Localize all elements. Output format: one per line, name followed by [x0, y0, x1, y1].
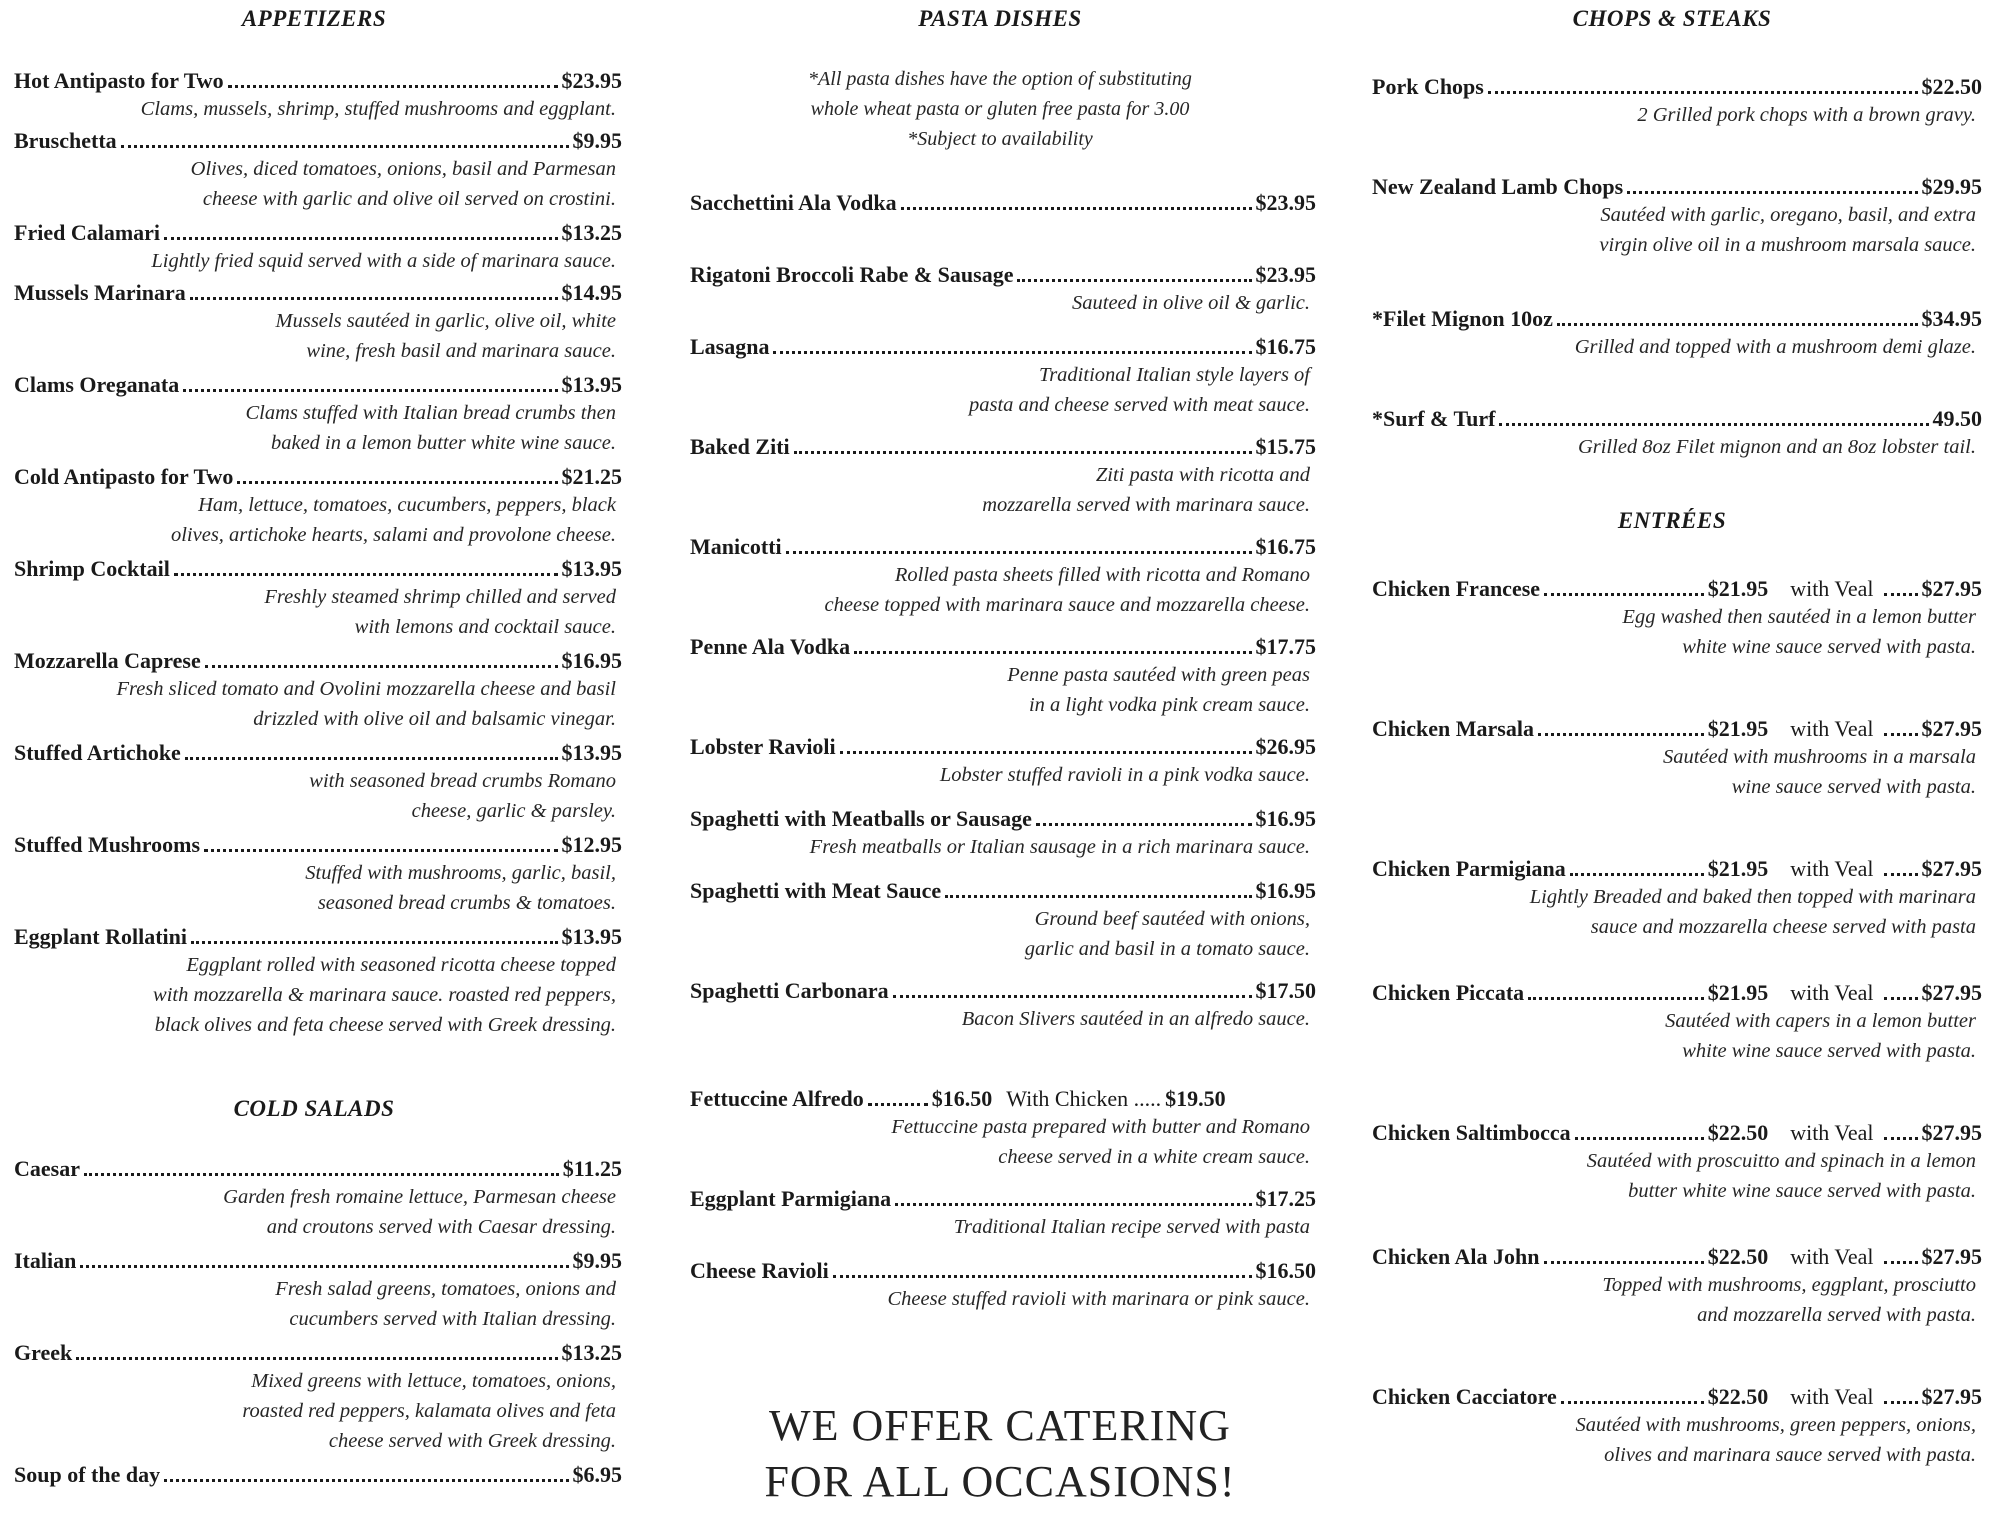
dot-leader	[191, 941, 558, 944]
with-chicken-label: With Chicken .....	[1006, 1086, 1162, 1111]
menu-item-price: $17.75	[1255, 634, 1316, 659]
menu-item-name: Chicken Piccata	[1372, 980, 1525, 1005]
menu-item	[690, 878, 1316, 964]
menu-item-description: Stuffed with mushrooms, garlic, basil, seasoned bread crumbs & tomatoes.	[305, 862, 616, 914]
menu-item-name: Greek	[14, 1340, 73, 1365]
dot-leader	[1528, 997, 1704, 1000]
menu-item-description: Eggplant rolled with seasoned ricotta cheese topped with mozzarella & marinara sauce. roasted red peppers, black olives and feta cheese served with Greek dressing.	[153, 954, 616, 1036]
menu-item-price: $26.95	[1255, 734, 1316, 759]
menu-item-row	[14, 372, 622, 398]
menu-item-row	[1372, 174, 1982, 200]
entrees-heading: ENTRÉES	[1617, 508, 1727, 533]
with-chicken-price: $19.50	[1165, 1086, 1226, 1111]
menu-item	[14, 464, 622, 550]
menu-item	[690, 434, 1316, 520]
menu-item	[1372, 306, 1982, 362]
menu-item-name: Sacchettini Ala Vodka	[690, 190, 897, 215]
menu-item-row	[1372, 306, 1982, 332]
menu-item	[1372, 576, 1982, 662]
pasta-substitution-note: *All pasta dishes have the option of substituting whole wheat pasta or gluten free pasta for 3.00 *Subject to availability	[808, 68, 1192, 150]
menu-item-name: Chicken Parmigiana	[1372, 856, 1566, 881]
dot-leader	[204, 849, 557, 852]
menu-item-price: $16.95	[1255, 878, 1316, 903]
menu-item-row	[690, 806, 1316, 832]
menu-item-row	[690, 1186, 1316, 1212]
menu-item-price: $14.95	[561, 280, 622, 305]
menu-item-price: $23.95	[561, 68, 622, 93]
menu-item-row	[1372, 856, 1982, 882]
menu-item-row	[1372, 1244, 1982, 1270]
menu-item-price: $22.50	[1707, 1120, 1769, 1145]
menu-item-row	[14, 464, 622, 490]
menu-item-name: Penne Ala Vodka	[690, 634, 851, 659]
menu-item-row	[1372, 74, 1982, 100]
menu-item-name: Bruschetta	[14, 128, 117, 153]
dot-leader	[237, 481, 557, 484]
menu-item-price: $16.50	[1255, 1258, 1316, 1283]
menu-item	[690, 534, 1316, 620]
with-veal-label: with Veal	[1790, 576, 1874, 601]
menu-item-row	[1372, 716, 1982, 742]
dot-leader	[1561, 1401, 1704, 1404]
veal-price: $27.95	[1921, 1244, 1982, 1269]
menu-item-price: $23.95	[1255, 190, 1316, 215]
menu-item	[1372, 1120, 1982, 1206]
menu-item	[1372, 1244, 1982, 1330]
menu-item	[14, 280, 622, 366]
menu-item-price: $21.25	[561, 464, 622, 489]
menu-item-price: $13.95	[561, 556, 622, 581]
dot-leader	[1884, 873, 1918, 876]
menu-item-name: Eggplant Rollatini	[14, 924, 187, 949]
dot-leader	[868, 1103, 928, 1106]
menu-item	[1372, 1384, 1982, 1470]
veal-price: $27.95	[1921, 1384, 1982, 1409]
dot-leader	[185, 757, 558, 760]
menu-item-row	[14, 280, 622, 306]
menu-item-description: Mixed greens with lettuce, tomatoes, onions, roasted red peppers, kalamata olives and feta cheese served with Greek dressing.	[242, 1370, 616, 1452]
with-veal-label: with Veal	[1790, 1244, 1874, 1269]
veal-price: $27.95	[1921, 980, 1982, 1005]
menu-item-row	[14, 1462, 622, 1488]
menu-item-price: $13.95	[561, 924, 622, 949]
menu-item-row	[14, 740, 622, 766]
veal-price: $27.95	[1921, 1120, 1982, 1145]
menu-item	[1372, 856, 1982, 942]
menu-item	[690, 634, 1316, 720]
dot-leader	[1884, 997, 1918, 1000]
menu-item-row	[690, 1258, 1316, 1284]
dot-leader	[1575, 1137, 1704, 1140]
appetizers-heading: APPETIZERS	[241, 6, 387, 31]
menu-item-name: Stuffed Mushrooms	[14, 832, 201, 857]
menu-item-row	[690, 1086, 1316, 1112]
dot-leader	[80, 1265, 568, 1268]
menu-item	[690, 334, 1316, 420]
veal-price: $27.95	[1921, 856, 1982, 881]
menu-item-name: Fried Calamari	[14, 220, 161, 245]
dot-leader	[893, 995, 1252, 998]
menu-item-price: $16.95	[1255, 806, 1316, 831]
menu-item-price: $9.95	[572, 1248, 622, 1273]
menu-item-row	[690, 334, 1316, 360]
dot-leader	[854, 651, 1251, 654]
menu-item-description: Traditional Italian style layers of pasta and cheese served with meat sauce.	[968, 364, 1310, 416]
menu-item	[690, 262, 1316, 318]
menu-item	[690, 1186, 1316, 1242]
menu-item-price: $11.25	[562, 1156, 622, 1181]
menu-item	[14, 372, 622, 458]
menu-item-description: Rolled pasta sheets filled with ricotta and Romano cheese topped with marinara sauce and mozzarella cheese.	[824, 564, 1310, 616]
menu-item	[14, 1340, 622, 1456]
menu-item-description: Ground beef sautéed with onions, garlic and basil in a tomato sauce.	[1024, 908, 1310, 960]
menu-item-name: Chicken Cacciatore	[1372, 1384, 1557, 1409]
menu-item-description: Egg washed then sautéed in a lemon butter white wine sauce served with pasta.	[1622, 606, 1976, 658]
dot-leader	[1570, 873, 1704, 876]
dot-leader	[228, 85, 558, 88]
with-veal-label: with Veal	[1790, 1384, 1874, 1409]
menu-item	[14, 1156, 622, 1242]
menu-item-price: $21.95	[1707, 716, 1769, 741]
menu-item-description: Sautéed with mushrooms, green peppers, onions, olives and marinara sauce served with pasta.	[1575, 1414, 1976, 1466]
dot-leader	[183, 389, 557, 392]
dot-leader	[1627, 191, 1917, 194]
menu-item-name: Shrimp Cocktail	[14, 556, 170, 581]
menu-item-description: Fresh meatballs or Italian sausage in a rich marinara sauce.	[809, 836, 1310, 858]
menu-item-description: Fresh sliced tomato and Ovolini mozzarella cheese and basil drizzled with olive oil and balsamic vinegar.	[116, 678, 616, 730]
dot-leader	[1884, 1401, 1918, 1404]
menu-item-description: Fresh salad greens, tomatoes, onions and cucumbers served with Italian dressing.	[275, 1278, 616, 1330]
menu-item-name: Spaghetti with Meatballs or Sausage	[690, 806, 1032, 831]
menu-item-row	[1372, 1120, 1982, 1146]
menu-item-row	[14, 556, 622, 582]
dot-leader	[833, 1275, 1252, 1278]
menu-item-description: 2 Grilled pork chops with a brown gravy.	[1637, 104, 1976, 126]
menu-item-name: Rigatoni Broccoli Rabe & Sausage	[690, 262, 1014, 287]
menu-item-price: $15.75	[1255, 434, 1316, 459]
menu-item-description: Ham, lettuce, tomatoes, cucumbers, peppers, black olives, artichoke hearts, salami and provolone cheese.	[170, 494, 616, 546]
dot-leader	[895, 1203, 1251, 1206]
menu-item-price: $21.95	[1707, 980, 1769, 1005]
menu-item-description: Clams, mussels, shrimp, stuffed mushrooms and eggplant.	[140, 98, 616, 120]
dot-leader	[1884, 1137, 1918, 1140]
dot-leader	[945, 895, 1251, 898]
dot-leader	[1538, 733, 1704, 736]
menu-item-row	[14, 924, 622, 950]
menu-item-row	[690, 534, 1316, 560]
dot-leader	[205, 665, 558, 668]
menu-item-row	[690, 878, 1316, 904]
menu-item-price: $13.25	[561, 220, 622, 245]
menu-item-row	[14, 648, 622, 674]
menu-item-name: Spaghetti Carbonara	[690, 978, 889, 1003]
menu-item-description: Sauteed in olive oil & garlic.	[1072, 292, 1310, 314]
menu-item	[14, 832, 622, 918]
menu-item-description: Bacon Slivers sautéed in an alfredo sauce.	[961, 1008, 1310, 1030]
menu-item-row	[14, 1340, 622, 1366]
menu-item-name: Chicken Ala John	[1372, 1244, 1540, 1269]
menu-item-price: $22.50	[1707, 1244, 1769, 1269]
menu-item	[690, 1258, 1316, 1314]
menu-item-price: $34.95	[1921, 306, 1982, 331]
menu-item-price: $21.95	[1707, 576, 1769, 601]
menu-item-row	[14, 832, 622, 858]
menu-item-name: Eggplant Parmigiana	[690, 1186, 892, 1211]
menu-item	[1372, 174, 1982, 260]
dot-leader	[1488, 91, 1918, 94]
menu-item-description: Sautéed with mushrooms in a marsala wine sauce served with pasta.	[1662, 746, 1976, 798]
menu-item	[690, 190, 1316, 216]
dot-leader	[840, 751, 1252, 754]
dot-leader	[1884, 593, 1918, 596]
menu-item	[1372, 980, 1982, 1066]
menu-item-row	[690, 734, 1316, 760]
menu-item-name: Cold Antipasto for Two	[14, 464, 234, 489]
menu-item	[1372, 74, 1982, 130]
menu-item-row	[14, 220, 622, 246]
menu-item-description: Clams stuffed with Italian bread crumbs then baked in a lemon butter white wine sauce.	[245, 402, 616, 454]
dot-leader	[901, 207, 1252, 210]
menu-item	[1372, 406, 1982, 462]
menu-item-name: Soup of the day	[14, 1462, 161, 1487]
menu-item-price: $29.95	[1921, 174, 1982, 199]
menu-item-name: Chicken Francese	[1372, 576, 1541, 601]
menu-item	[690, 806, 1316, 862]
veal-price: $27.95	[1921, 716, 1982, 741]
menu-item	[14, 648, 622, 734]
menu-item-description: Traditional Italian recipe served with pasta	[953, 1216, 1310, 1238]
menu-item-price: $12.95	[561, 832, 622, 857]
dot-leader	[1499, 423, 1928, 426]
menu-item-row	[690, 434, 1316, 460]
menu-item-row	[690, 190, 1316, 216]
menu-item	[14, 68, 622, 124]
menu-item-description: Topped with mushrooms, eggplant, prosciutto and mozzarella served with pasta.	[1602, 1274, 1976, 1326]
menu-item-price: $17.25	[1255, 1186, 1316, 1211]
menu-item-name: Cheese Ravioli	[690, 1258, 829, 1283]
with-veal-label: with Veal	[1790, 1120, 1874, 1145]
menu-item-description: Grilled 8oz Filet mignon and an 8oz lobster tail.	[1577, 436, 1976, 458]
menu-item-description: Sautéed with capers in a lemon butter white wine sauce served with pasta.	[1665, 1010, 1976, 1062]
dot-leader	[84, 1173, 559, 1176]
menu-item-description: Freshly steamed shrimp chilled and served with lemons and cocktail sauce.	[264, 586, 616, 638]
dot-leader	[794, 451, 1252, 454]
dot-leader	[1884, 733, 1918, 736]
menu-item-row	[1372, 406, 1982, 432]
dot-leader	[1544, 593, 1704, 596]
menu-item-row	[14, 1156, 622, 1182]
catering-banner: WE OFFER CATERING FOR ALL OCCASIONS!	[764, 1401, 1236, 1506]
menu-item-name: Stuffed Artichoke	[14, 740, 181, 765]
menu-item-price: $9.95	[572, 128, 622, 153]
menu-item-row	[14, 68, 622, 94]
dot-leader	[786, 551, 1252, 554]
menu-item-name: *Surf & Turf	[1372, 406, 1496, 431]
menu-item-price: $13.95	[561, 372, 622, 397]
menu-item	[14, 740, 622, 826]
with-veal-label: with Veal	[1790, 716, 1874, 741]
menu-item	[14, 556, 622, 642]
menu-item-name: Lasagna	[690, 334, 770, 359]
menu-item-name: Manicotti	[690, 534, 782, 559]
menu-item-name: Clams Oreganata	[14, 372, 180, 397]
dot-leader	[190, 297, 558, 300]
menu-item-description: Cheese stuffed ravioli with marinara or pink sauce.	[887, 1288, 1310, 1310]
dot-leader	[1884, 1261, 1918, 1264]
menu-item-description: Lobster stuffed ravioli in a pink vodka sauce.	[939, 764, 1310, 786]
menu-item	[690, 1086, 1316, 1172]
dot-leader	[174, 573, 558, 576]
menu-item-price: $22.50	[1707, 1384, 1769, 1409]
menu-item	[1372, 716, 1982, 802]
menu-item-row	[1372, 1384, 1982, 1410]
chops-heading: CHOPS & STEAKS	[1572, 6, 1772, 31]
menu-item	[14, 924, 622, 1040]
menu-item-name: Mozzarella Caprese	[14, 648, 201, 673]
with-veal-label: with Veal	[1790, 980, 1874, 1005]
menu-item	[690, 978, 1316, 1034]
cold-salads-heading: COLD SALADS	[233, 1096, 395, 1121]
dot-leader	[1036, 823, 1252, 826]
menu-item-row	[14, 1248, 622, 1274]
dot-leader	[1557, 323, 1918, 326]
menu-item-name: Spaghetti with Meat Sauce	[690, 878, 942, 903]
menu-item-name: Pork Chops	[1372, 74, 1484, 99]
pasta-heading: PASTA DISHES	[918, 6, 1082, 31]
menu-item	[690, 734, 1316, 790]
menu-item-name: Fettuccine Alfredo	[690, 1086, 864, 1111]
menu-item-price: $17.50	[1255, 978, 1316, 1003]
menu-item-description: Ziti pasta with ricotta and mozzarella served with marinara sauce.	[982, 464, 1310, 516]
dot-leader	[1017, 279, 1251, 282]
menu-item-price: $13.95	[561, 740, 622, 765]
menu-item-price: $16.50	[931, 1086, 993, 1111]
menu-item-row	[690, 634, 1316, 660]
dot-leader	[1544, 1261, 1704, 1264]
menu-item-price: $22.50	[1921, 74, 1982, 99]
menu-item-name: Hot Antipasto for Two	[14, 68, 224, 93]
dot-leader	[773, 351, 1251, 354]
menu-item-name: Italian	[14, 1248, 77, 1273]
menu-item	[14, 220, 622, 276]
menu-item-description: Sautéed with proscuitto and spinach in a lemon butter white wine sauce served with pasta.	[1586, 1150, 1976, 1202]
menu-item-row	[690, 978, 1316, 1004]
menu-item-name: Chicken Marsala	[1372, 716, 1534, 741]
dot-leader	[164, 237, 557, 240]
menu-item	[14, 128, 622, 214]
menu-item-row	[690, 262, 1316, 288]
menu-item	[14, 1248, 622, 1334]
dot-leader	[121, 145, 569, 148]
veal-price: $27.95	[1921, 576, 1982, 601]
menu-item-name: Mussels Marinara	[14, 280, 186, 305]
menu-item-description: Garden fresh romaine lettuce, Parmesan cheese and croutons served with Caesar dressing.	[223, 1186, 616, 1238]
menu-item-name: New Zealand Lamb Chops	[1372, 174, 1624, 199]
menu-item-price: $13.25	[561, 1340, 622, 1365]
menu-item-description: Sautéed with garlic, oregano, basil, and extra virgin olive oil in a mushroom marsala sauce.	[1599, 204, 1976, 256]
menu-item-name: *Filet Mignon 10oz	[1372, 306, 1553, 331]
menu-item-price: $23.95	[1255, 262, 1316, 287]
menu-item-description: Fettuccine pasta prepared with butter and Romano cheese served in a white cream sauce.	[891, 1116, 1310, 1168]
menu-item-name: Chicken Saltimbocca	[1372, 1120, 1571, 1145]
menu-item-price: $21.95	[1707, 856, 1769, 881]
menu-item-description: Grilled and topped with a mushroom demi glaze.	[1574, 336, 1976, 358]
menu-item	[14, 1462, 622, 1488]
menu-item-name: Lobster Ravioli	[690, 734, 836, 759]
menu-item-description: Mussels sautéed in garlic, olive oil, white wine, fresh basil and marinara sauce.	[275, 310, 616, 362]
menu-item-description: Olives, diced tomatoes, onions, basil and Parmesan cheese with garlic and olive oil served on crostini.	[190, 158, 616, 210]
menu-item-price: $6.95	[572, 1462, 622, 1487]
menu-item-name: Baked Ziti	[690, 434, 790, 459]
menu-item-description: Penne pasta sautéed with green peas in a light vodka pink cream sauce.	[1007, 664, 1310, 716]
menu-item-price: 49.50	[1932, 406, 1982, 431]
menu-item-price: $16.75	[1255, 534, 1316, 559]
menu-item-row	[1372, 980, 1982, 1006]
menu-item-description: Lightly Breaded and baked then topped with marinara sauce and mozzarella cheese served with pasta	[1529, 886, 1976, 938]
menu-item-price: $16.95	[561, 648, 622, 673]
menu-item-description: with seasoned bread crumbs Romano cheese, garlic & parsley.	[309, 770, 616, 822]
menu-item-description: Lightly fried squid served with a side of marinara sauce.	[151, 250, 616, 272]
menu-item-name: Caesar	[14, 1156, 80, 1181]
dot-leader	[76, 1357, 557, 1360]
with-veal-label: with Veal	[1790, 856, 1874, 881]
menu-item-row	[1372, 576, 1982, 602]
dot-leader	[164, 1479, 568, 1482]
menu-item-price: $16.75	[1255, 334, 1316, 359]
menu-item-row	[14, 128, 622, 154]
